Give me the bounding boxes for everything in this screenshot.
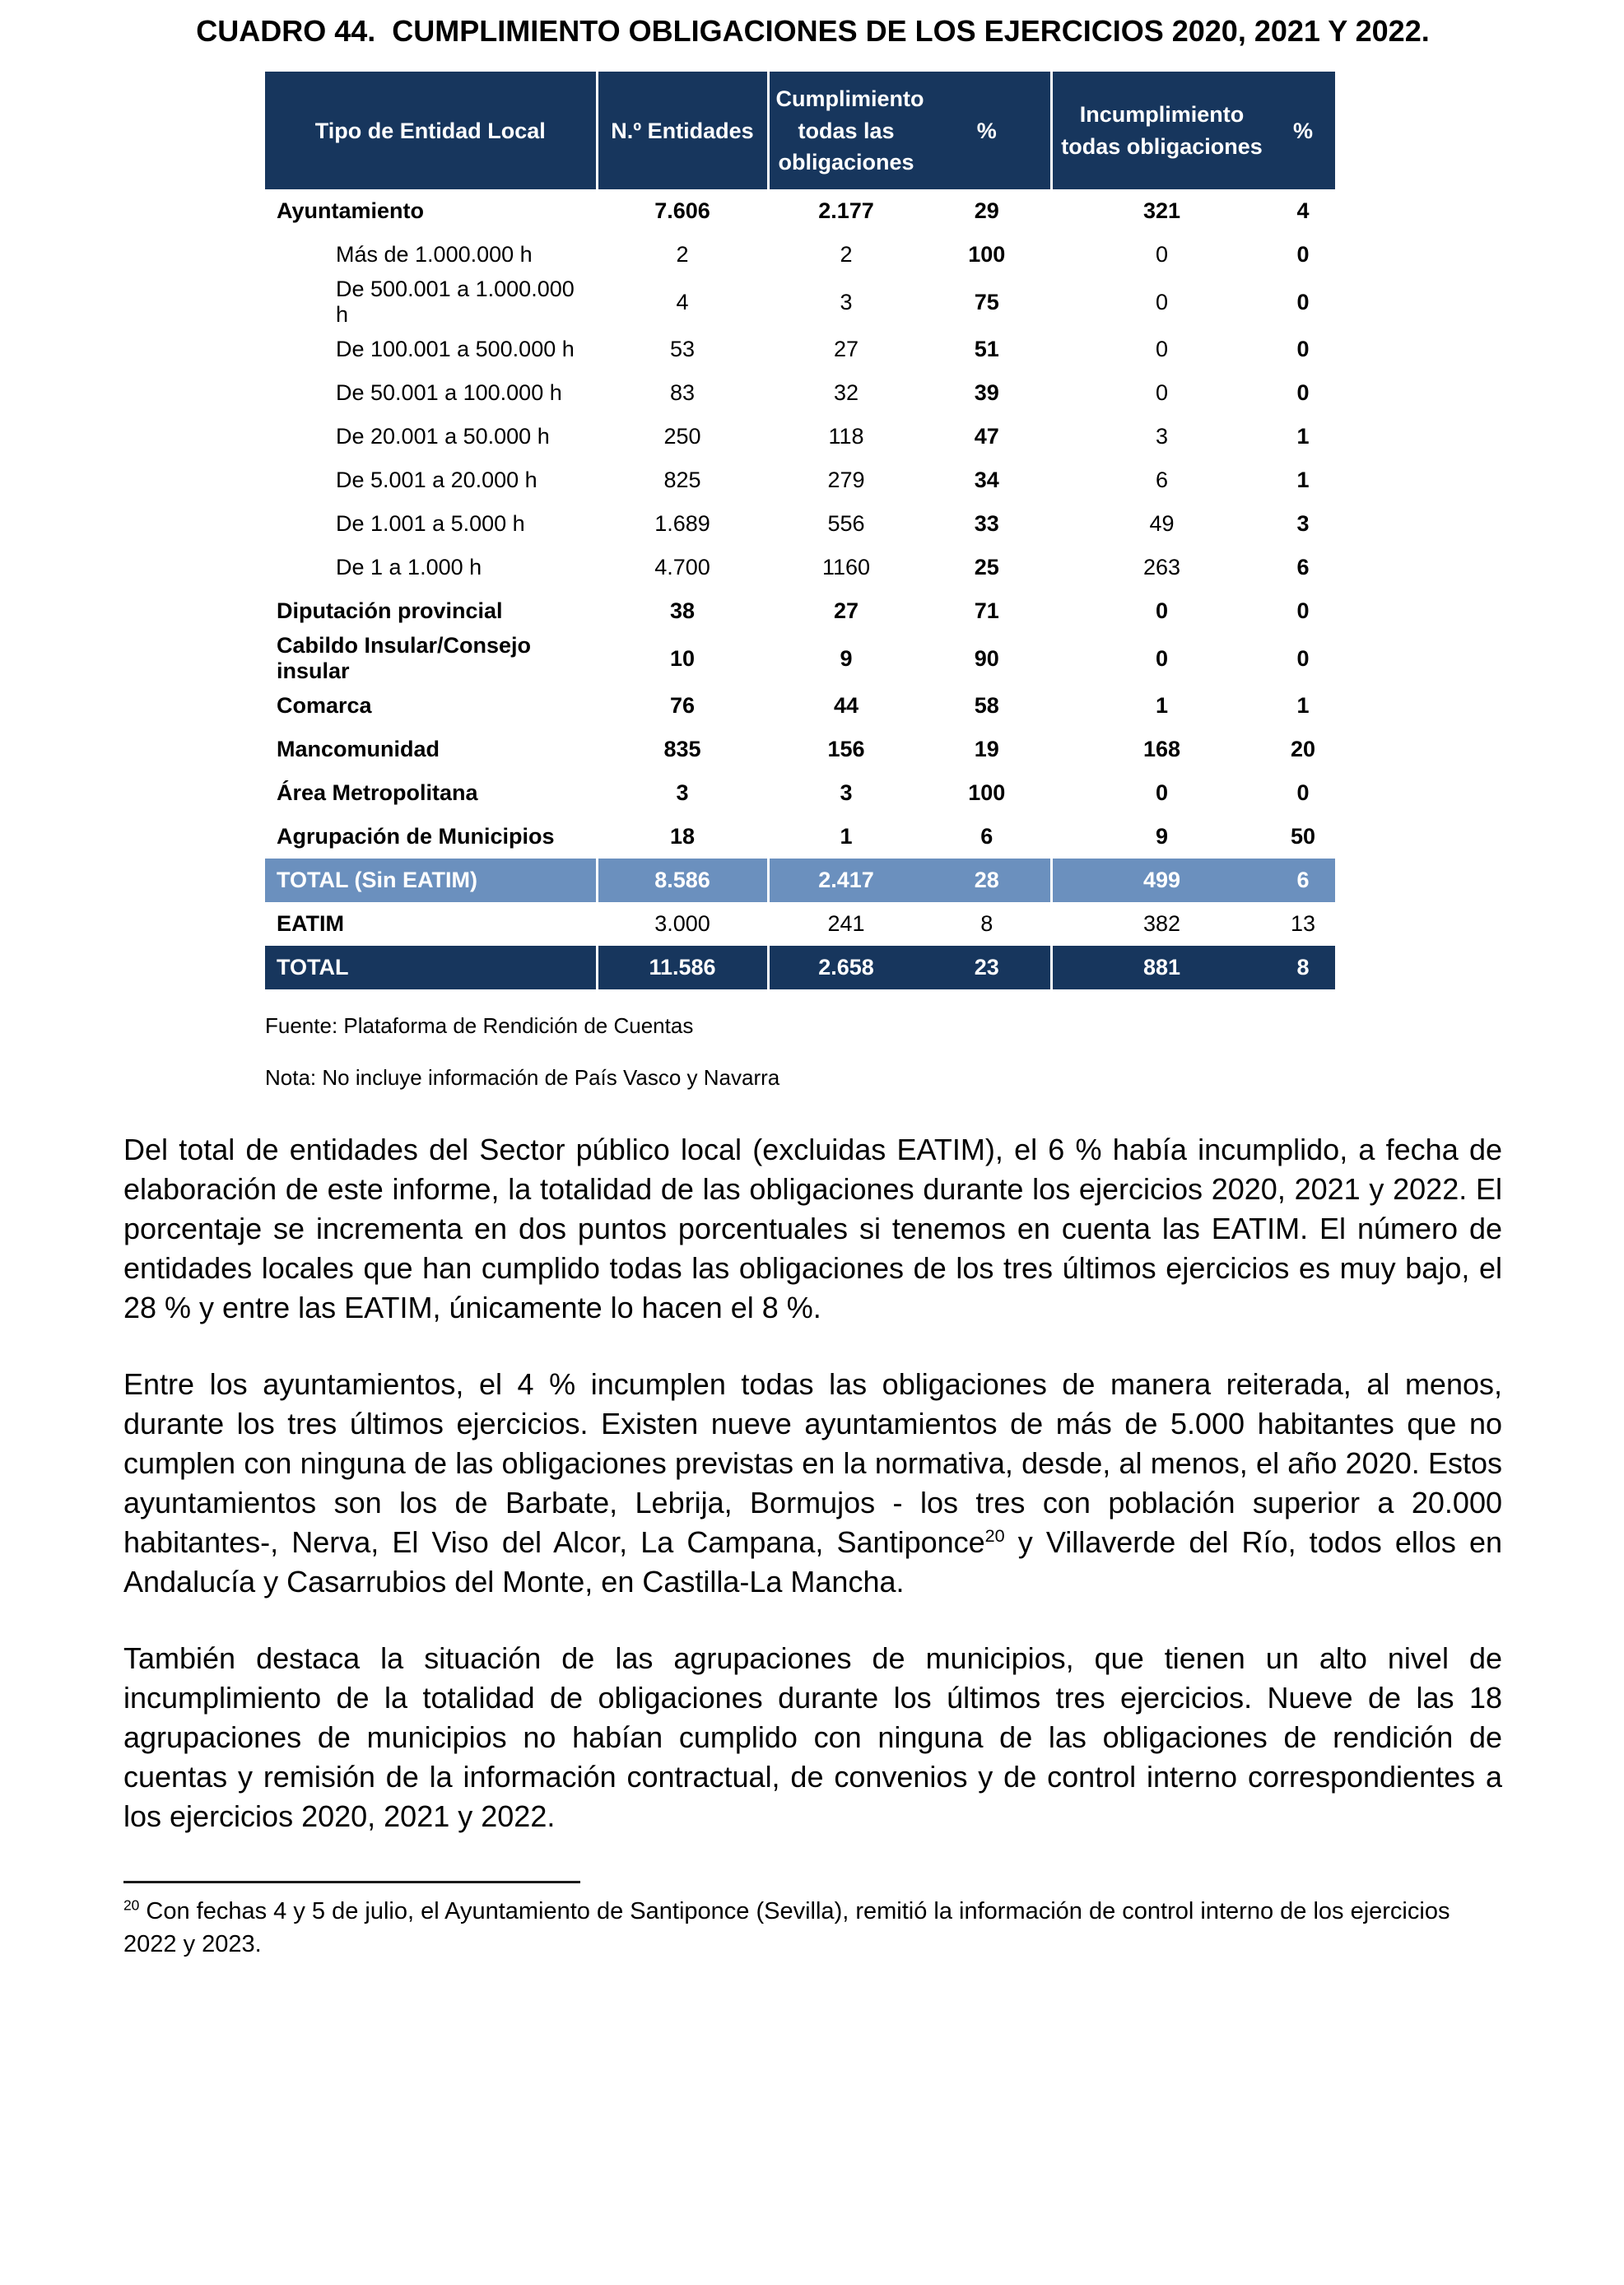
row-label: De 500.001 a 1.000.000 h xyxy=(265,277,597,328)
row-value: 4 xyxy=(1271,189,1335,233)
row-label: De 5.001 a 20.000 h xyxy=(265,458,597,502)
row-value: 881 xyxy=(1052,946,1272,989)
row-value: 2 xyxy=(768,233,924,277)
row-value: 0 xyxy=(1271,277,1335,328)
row-value: 241 xyxy=(768,902,924,946)
row-value: 6 xyxy=(924,815,1052,859)
row-label: Mancomunidad xyxy=(265,728,597,771)
table-row xyxy=(265,815,1335,859)
row-value: 4 xyxy=(597,277,768,328)
row-value: 23 xyxy=(924,946,1052,989)
row-value: 2.177 xyxy=(768,189,924,233)
row-value: 3 xyxy=(768,277,924,328)
paragraph-1: Del total de entidades del Sector público local (excluidas EATIM), el 6 % había incumplido, a fecha de elaboración de este informe, la totalidad de las obligaciones durante los ejercicios 2020, 2021 y 2022. El porcentaje se incrementa en dos puntos porcentuales si tenemos en cuenta las EATIM. El número de entidades locales que han cumplido todas las obligaciones de los tres últimos ejercicios es muy bajo, el 28 % y entre las EATIM, únicamente lo hacen el 8 %. xyxy=(123,1133,1502,1325)
row-value: 51 xyxy=(924,328,1052,371)
row-value: 34 xyxy=(924,458,1052,502)
row-value: 27 xyxy=(768,328,924,371)
row-value: 835 xyxy=(597,728,768,771)
table-row xyxy=(265,633,1335,684)
row-value: 8 xyxy=(924,902,1052,946)
row-value: 1 xyxy=(1052,684,1272,728)
row-value: 0 xyxy=(1052,233,1272,277)
row-value: 18 xyxy=(597,815,768,859)
row-value: 58 xyxy=(924,684,1052,728)
row-value: 6 xyxy=(1271,859,1335,902)
row-value: 25 xyxy=(924,546,1052,589)
row-value: 7.606 xyxy=(597,189,768,233)
row-value: 499 xyxy=(1052,859,1272,902)
row-value: 3 xyxy=(768,771,924,815)
header-num-entidades: N.º Entidades xyxy=(597,72,768,189)
row-value: 1 xyxy=(768,815,924,859)
row-value: 9 xyxy=(768,633,924,684)
row-value: 100 xyxy=(924,233,1052,277)
row-label: TOTAL (Sin EATIM) xyxy=(265,859,597,902)
table-row xyxy=(265,546,1335,589)
row-label: Agrupación de Municipios xyxy=(265,815,597,859)
row-value: 6 xyxy=(1271,546,1335,589)
row-value: 3 xyxy=(1271,502,1335,546)
table-row xyxy=(265,684,1335,728)
source-note: Fuente: Plataforma de Rendición de Cuentas xyxy=(265,1013,694,1039)
row-value: 28 xyxy=(924,859,1052,902)
paragraph-2-text: Entre los ayuntamientos, el 4 % incumplen todas las obligaciones de manera reiterada, al menos, durante los tres últimos ejercicios. Existen nueve ayuntamientos de más de 5.000 habitantes que no cumplen con ninguna de las obligaciones previstas en la normativa, desde, al menos, el año 2020. Estos ayuntamientos son los de Barbate, Lebrija, Bormujos - los tres con población superior a 20.000 habitantes-, Nerva, El Viso del Alcor, La Campana, Santiponce xyxy=(123,1367,1502,1560)
table-caption: CUADRO 44. CUMPLIMIENTO OBLIGACIONES DE LOS EJERCICIOS 2020, 2021 Y 2022. xyxy=(196,14,1430,48)
row-value: 47 xyxy=(924,415,1052,458)
row-value: 39 xyxy=(924,371,1052,415)
table-row xyxy=(265,902,1335,946)
row-value: 3 xyxy=(1052,415,1272,458)
row-value: 0 xyxy=(1052,371,1272,415)
row-value: 38 xyxy=(597,589,768,633)
row-value: 44 xyxy=(768,684,924,728)
table-row xyxy=(265,371,1335,415)
row-label: Ayuntamiento xyxy=(265,189,597,233)
row-value: 156 xyxy=(768,728,924,771)
row-value: 10 xyxy=(597,633,768,684)
row-value: 27 xyxy=(768,589,924,633)
row-value: 0 xyxy=(1052,633,1272,684)
header-incumplimiento: Incumplimiento todas obligaciones xyxy=(1052,72,1272,189)
row-value: 1 xyxy=(1271,415,1335,458)
table-body xyxy=(265,189,1335,989)
table-note: Nota: No incluye información de País Vasco y Navarra xyxy=(265,1064,780,1090)
header-pct-incumplimiento: % xyxy=(1271,72,1335,189)
row-value: 3.000 xyxy=(597,902,768,946)
row-value: 0 xyxy=(1271,633,1335,684)
row-value: 19 xyxy=(924,728,1052,771)
row-value: 0 xyxy=(1271,589,1335,633)
table-row xyxy=(265,233,1335,277)
row-value: 8 xyxy=(1271,946,1335,989)
row-value: 90 xyxy=(924,633,1052,684)
row-value: 0 xyxy=(1052,771,1272,815)
row-value: 53 xyxy=(597,328,768,371)
row-value: 825 xyxy=(597,458,768,502)
row-value: 168 xyxy=(1052,728,1272,771)
table-row xyxy=(265,328,1335,371)
row-value: 118 xyxy=(768,415,924,458)
footnote-text: Con fechas 4 y 5 de julio, el Ayuntamiento de Santiponce (Sevilla), remitió la información de control interno de los ejercicios 2022 y 2023. xyxy=(123,1898,1450,1958)
row-value: 20 xyxy=(1271,728,1335,771)
footnote-separator xyxy=(123,1881,580,1883)
header-pct-cumplimiento: % xyxy=(924,72,1052,189)
row-value: 49 xyxy=(1052,502,1272,546)
row-value: 0 xyxy=(1271,771,1335,815)
row-value: 4.700 xyxy=(597,546,768,589)
row-value: 83 xyxy=(597,371,768,415)
row-value: 1 xyxy=(1271,684,1335,728)
row-value: 382 xyxy=(1052,902,1272,946)
row-value: 2 xyxy=(597,233,768,277)
table-row xyxy=(265,415,1335,458)
row-value: 11.586 xyxy=(597,946,768,989)
table-row xyxy=(265,771,1335,815)
paragraph-2-text-after: y Villaverde del Río, todos ellos en Andalucía y Casarrubios del Monte, en Castilla-La Mancha. xyxy=(123,1525,1503,1599)
row-value: 8.586 xyxy=(597,859,768,902)
paragraph-2 xyxy=(123,1365,1502,1602)
row-label: EATIM xyxy=(265,902,597,946)
table-row xyxy=(265,859,1335,902)
header-cumplimiento: Cumplimiento todas las obligaciones xyxy=(768,72,924,189)
footnote-marker: 20 xyxy=(123,1896,140,1914)
footnote xyxy=(123,1895,1502,1961)
row-value: 32 xyxy=(768,371,924,415)
table-row xyxy=(265,589,1335,633)
table-row xyxy=(265,946,1335,989)
row-value: 29 xyxy=(924,189,1052,233)
row-value: 2.417 xyxy=(768,859,924,902)
row-value: 76 xyxy=(597,684,768,728)
obligations-table-wrapper xyxy=(265,72,1502,989)
row-value: 6 xyxy=(1052,458,1272,502)
row-value: 1.689 xyxy=(597,502,768,546)
row-value: 0 xyxy=(1271,328,1335,371)
row-value: 50 xyxy=(1271,815,1335,859)
row-label: Área Metropolitana xyxy=(265,771,597,815)
row-value: 13 xyxy=(1271,902,1335,946)
row-value: 9 xyxy=(1052,815,1272,859)
row-value: 279 xyxy=(768,458,924,502)
row-value: 263 xyxy=(1052,546,1272,589)
row-value: 0 xyxy=(1271,371,1335,415)
footnote-reference: 20 xyxy=(984,1525,1005,1547)
table-row xyxy=(265,502,1335,546)
row-label: TOTAL xyxy=(265,946,597,989)
row-value: 3 xyxy=(597,771,768,815)
row-label: De 1 a 1.000 h xyxy=(265,546,597,589)
row-value: 0 xyxy=(1052,277,1272,328)
row-value: 100 xyxy=(924,771,1052,815)
paragraph-3: También destaca la situación de las agrupaciones de municipios, que tienen un alto nivel de incumplimiento de la totalidad de obligaciones durante los últimos tres ejercicios. Nueve de las 18 agrupaciones de municipios no habían cumplido con ninguna de las obligaciones de rendición de cuentas y remisión de la información contractual, de convenios y de control interno correspondientes a los ejercicios 2020, 2021 y 2022. xyxy=(123,1641,1502,1834)
table-row xyxy=(265,277,1335,328)
header-tipo-entidad: Tipo de Entidad Local xyxy=(265,72,597,189)
row-value: 2.658 xyxy=(768,946,924,989)
row-value: 556 xyxy=(768,502,924,546)
row-value: 33 xyxy=(924,502,1052,546)
table-header-row xyxy=(265,72,1335,189)
row-value: 75 xyxy=(924,277,1052,328)
row-value: 0 xyxy=(1271,233,1335,277)
row-value: 321 xyxy=(1052,189,1272,233)
row-label: De 1.001 a 5.000 h xyxy=(265,502,597,546)
row-value: 71 xyxy=(924,589,1052,633)
row-value: 1160 xyxy=(768,546,924,589)
row-value: 1 xyxy=(1271,458,1335,502)
table-header xyxy=(265,72,1335,189)
row-value: 0 xyxy=(1052,589,1272,633)
row-label: Más de 1.000.000 h xyxy=(265,233,597,277)
obligations-table xyxy=(265,72,1335,989)
row-value: 0 xyxy=(1052,328,1272,371)
row-label: De 100.001 a 500.000 h xyxy=(265,328,597,371)
table-row xyxy=(265,728,1335,771)
row-label: De 50.001 a 100.000 h xyxy=(265,371,597,415)
row-label: De 20.001 a 50.000 h xyxy=(265,415,597,458)
row-label: Comarca xyxy=(265,684,597,728)
table-row xyxy=(265,189,1335,233)
row-value: 250 xyxy=(597,415,768,458)
table-row xyxy=(265,458,1335,502)
row-label: Cabildo Insular/Consejo insular xyxy=(265,633,597,684)
row-label: Diputación provincial xyxy=(265,589,597,633)
